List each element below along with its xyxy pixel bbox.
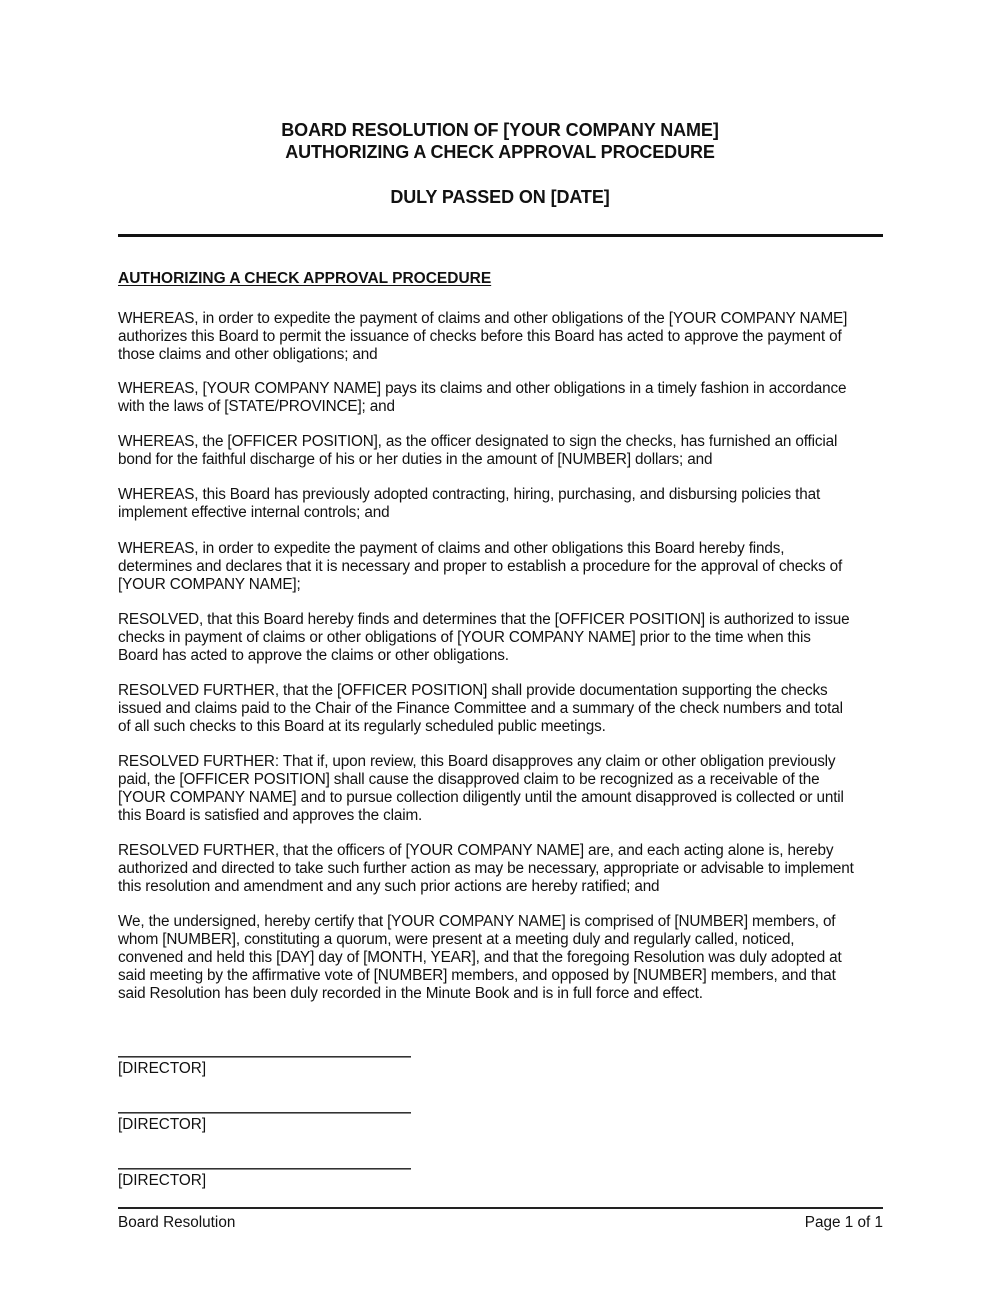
paragraph-resolved-further-2 bbox=[118, 753, 898, 825]
signature-line-2 bbox=[118, 1112, 411, 1114]
text-line: this Board is satisfied and approves the claim. bbox=[118, 807, 423, 824]
text-line: RESOLVED FURTHER, that the [OFFICER POSITION] shall provide documentation supporting the checks bbox=[118, 682, 828, 699]
paragraph-whereas-2 bbox=[118, 380, 898, 416]
document-title bbox=[0, 119, 1000, 163]
signature-line-3 bbox=[118, 1168, 411, 1170]
text-line: paid, the [OFFICER POSITION] shall cause the disapproved claim to be recognized as a receivable of the bbox=[118, 771, 820, 788]
paragraph-resolved-1 bbox=[118, 611, 898, 665]
text-line: RESOLVED FURTHER: That if, upon review, this Board disapproves any claim or other obligation previously bbox=[118, 753, 836, 770]
signature-line-1 bbox=[118, 1056, 411, 1058]
text-line: whom [NUMBER], constituting a quorum, were present at a meeting duly and regularly called, noticed, bbox=[118, 931, 795, 948]
text-line: authorizes this Board to permit the issuance of checks before this Board has acted to approve the payment of bbox=[118, 328, 842, 345]
text-line: with the laws of [STATE/PROVINCE]; and bbox=[118, 398, 395, 415]
text-line: implement effective internal controls; and bbox=[118, 504, 390, 521]
text-line: determines and declares that it is necessary and proper to establish a procedure for the approval of checks of bbox=[118, 558, 843, 575]
text-line: WHEREAS, [YOUR COMPANY NAME] pays its claims and other obligations in a timely fashion in accordance bbox=[118, 380, 847, 397]
text-line: said meeting by the affirmative vote of [NUMBER] members, and opposed by [NUMBER] members, and that bbox=[118, 967, 836, 984]
text-line: We, the undersigned, hereby certify that [YOUR COMPANY NAME] is comprised of [NUMBER] members, of bbox=[118, 913, 836, 930]
footer-page-number: Page 1 of 1 bbox=[804, 1214, 883, 1231]
paragraph-resolved-further-1 bbox=[118, 682, 898, 736]
signature-label-1: [DIRECTOR] bbox=[118, 1060, 207, 1077]
section-heading: AUTHORIZING A CHECK APPROVAL PROCEDURE bbox=[118, 270, 492, 287]
text-line: bond for the faithful discharge of his or her duties in the amount of [NUMBER] dollars; and bbox=[118, 451, 713, 468]
title-line-1: BOARD RESOLUTION OF [YOUR COMPANY NAME] bbox=[281, 120, 719, 140]
text-line: WHEREAS, in order to expedite the payment of claims and other obligations this Board hereby finds, bbox=[118, 540, 785, 557]
text-line: Board has acted to approve the claims or other obligations. bbox=[118, 647, 509, 664]
paragraph-certification bbox=[118, 913, 898, 1003]
text-line: WHEREAS, this Board has previously adopted contracting, hiring, purchasing, and disbursing policies that bbox=[118, 486, 821, 503]
text-line: RESOLVED, that this Board hereby finds and determines that the [OFFICER POSITION] is authorized to issue bbox=[118, 611, 850, 628]
text-line: issued and claims paid to the Chair of the Finance Committee and a summary of the check numbers and total bbox=[118, 700, 843, 717]
text-line: RESOLVED FURTHER, that the officers of [YOUR COMPANY NAME] are, and each acting alone is, hereby bbox=[118, 842, 834, 859]
text-line: WHEREAS, in order to expedite the payment of claims and other obligations of the [YOUR COMPANY NAME] bbox=[118, 310, 848, 327]
text-line: WHEREAS, the [OFFICER POSITION], as the officer designated to sign the checks, has furnished an official bbox=[118, 433, 838, 450]
text-line: said Resolution has been duly recorded in the Minute Book and is in full force and effect. bbox=[118, 985, 703, 1002]
paragraph-whereas-3 bbox=[118, 433, 898, 469]
paragraph-resolved-further-3 bbox=[118, 842, 898, 896]
signature-label-2: [DIRECTOR] bbox=[118, 1116, 207, 1133]
passed-date-line: DULY PASSED ON [DATE] bbox=[390, 187, 610, 207]
signature-label-3: [DIRECTOR] bbox=[118, 1172, 207, 1189]
text-line: authorized and directed to take such further action as may be necessary, appropriate or advisable to implement bbox=[118, 860, 854, 877]
text-line: those claims and other obligations; and bbox=[118, 346, 378, 363]
text-line: this resolution and amendment and any such prior actions are hereby ratified; and bbox=[118, 878, 660, 895]
header-divider bbox=[118, 234, 883, 237]
text-line: checks in payment of claims or other obligations of [YOUR COMPANY NAME] prior to the time when this bbox=[118, 629, 811, 646]
paragraph-whereas-5 bbox=[118, 540, 898, 594]
text-line: [YOUR COMPANY NAME] and to pursue collection diligently until the amount disapproved is collected or until bbox=[118, 789, 844, 806]
paragraph-whereas-1 bbox=[118, 310, 898, 364]
paragraph-whereas-4 bbox=[118, 486, 898, 522]
title-line-2: AUTHORIZING A CHECK APPROVAL PROCEDURE bbox=[285, 142, 715, 162]
footer-divider bbox=[118, 1207, 883, 1209]
text-line: convened and held this [DAY] day of [MONTH, YEAR], and that the foregoing Resolution was duly adopted at bbox=[118, 949, 842, 966]
text-line: of all such checks to this Board at its regularly scheduled public meetings. bbox=[118, 718, 606, 735]
text-line: [YOUR COMPANY NAME]; bbox=[118, 576, 301, 593]
footer-document-name: Board Resolution bbox=[118, 1214, 236, 1231]
